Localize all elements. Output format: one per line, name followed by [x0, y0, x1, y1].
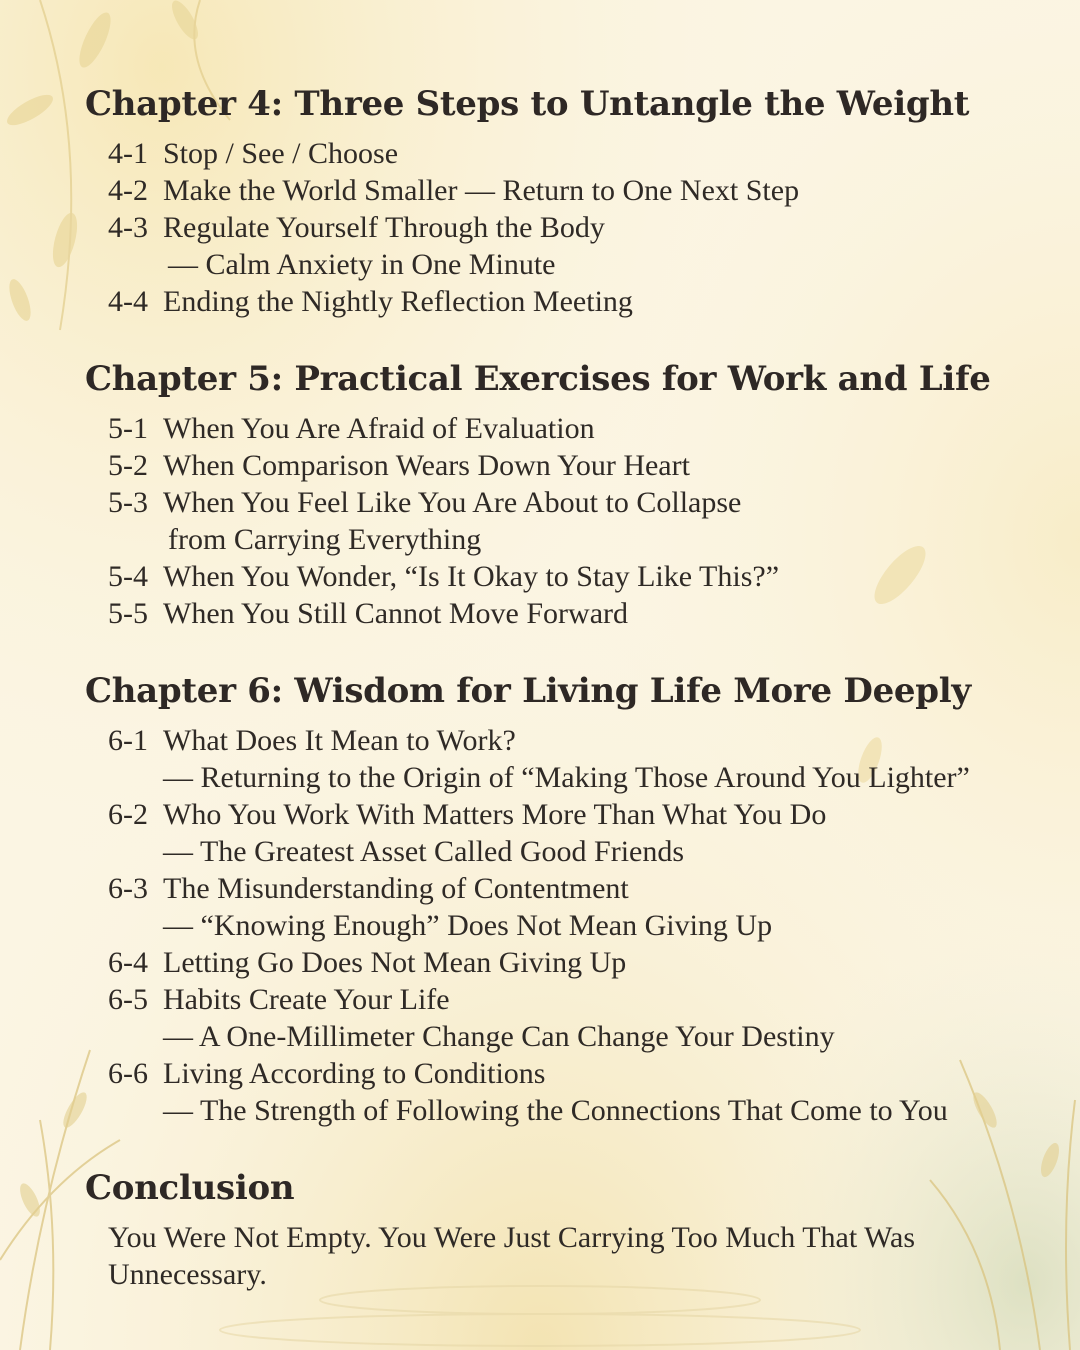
chapter-title: Chapter 4: Three Steps to Untangle the Weight [85, 84, 970, 124]
toc-subtitle: — Returning to the Origin of “Making Those Around You Lighter” [163, 761, 970, 794]
chapter-title: Chapter 6: Wisdom for Living Life More Deeply [85, 671, 971, 711]
toc-subtitle: — A One-Millimeter Change Can Change Your Destiny [163, 1020, 835, 1053]
toc-item: 4-3 Regulate Yourself Through the Body [108, 211, 605, 244]
toc-item: 5-3 When You Feel Like You Are About to Collapse [108, 486, 742, 519]
toc-item: 6-6 Living According to Conditions [108, 1057, 546, 1090]
conclusion-title: Conclusion [85, 1168, 295, 1208]
toc-item: 6-1 What Does It Mean to Work? [108, 724, 516, 757]
toc-item: 5-4 When You Wonder, “Is It Okay to Stay Like This?” [108, 560, 780, 593]
toc-item: 4-4 Ending the Nightly Reflection Meeting [108, 285, 633, 318]
conclusion-text: You Were Not Empty. You Were Just Carrying Too Much That Was [108, 1221, 916, 1254]
toc-item: 5-5 When You Still Cannot Move Forward [108, 597, 628, 630]
toc-item: 6-3 The Misunderstanding of Contentment [108, 872, 629, 905]
toc-item: 5-1 When You Are Afraid of Evaluation [108, 412, 595, 445]
toc-subtitle: — The Strength of Following the Connections That Come to You [163, 1094, 948, 1127]
toc-subtitle: — The Greatest Asset Called Good Friends [163, 835, 685, 868]
toc-item: 6-4 Letting Go Does Not Mean Giving Up [108, 946, 627, 979]
toc-item: 4-1 Stop / See / Choose [108, 137, 399, 170]
toc-continuation: from Carrying Everything [168, 523, 482, 556]
toc-subtitle: — “Knowing Enough” Does Not Mean Giving Up [163, 909, 773, 942]
toc-item: 4-2 Make the World Smaller — Return to One Next Step [108, 174, 800, 207]
toc-item: 5-2 When Comparison Wears Down Your Heart [108, 449, 690, 482]
toc-item: 6-2 Who You Work With Matters More Than What You Do [108, 798, 827, 831]
chapter-title: Chapter 5: Practical Exercises for Work and Life [85, 359, 991, 399]
toc-item: 6-5 Habits Create Your Life [108, 983, 450, 1016]
conclusion-text: Unnecessary. [108, 1258, 267, 1291]
toc-subtitle: — Calm Anxiety in One Minute [168, 248, 556, 281]
